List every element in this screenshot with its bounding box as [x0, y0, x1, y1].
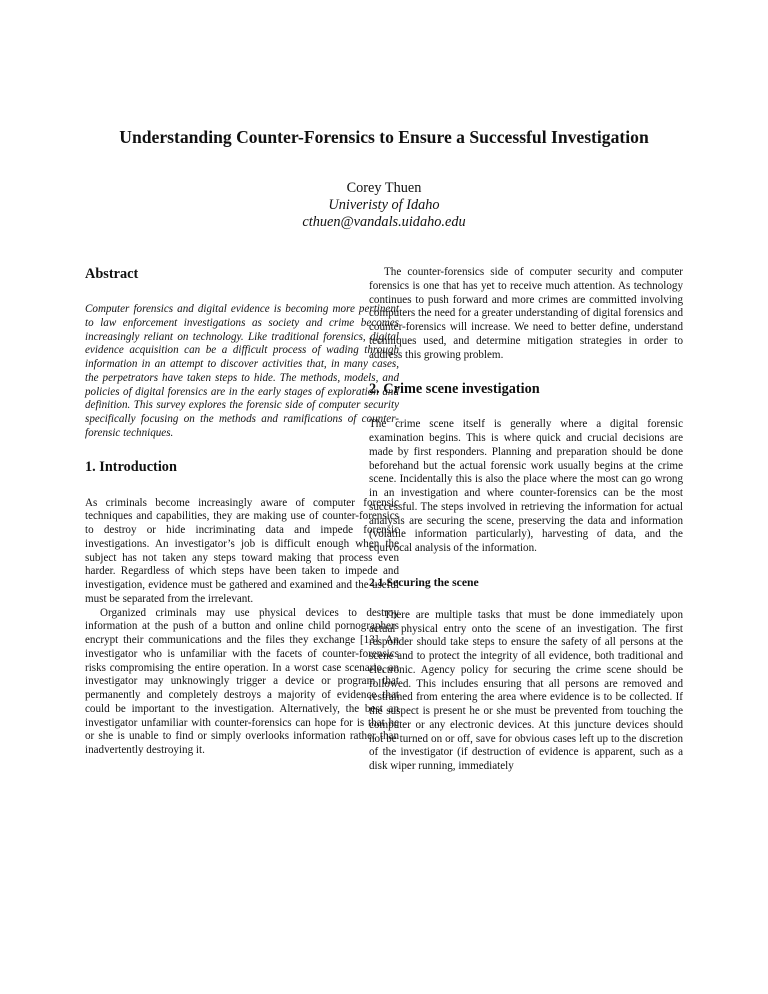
- abstract-text: Computer forensics and digital evidence is becoming more pertinent to law enforcement investigations as society and crime becomes increasingly reliant on technology. Like traditional forensics, digital evidence acquisition can be a difficult process of wading through information in an attempt to discover activities that, in many cases, the perpetrators have taken steps to hide. The methods, models, and policies of digital forensics are in the early stages of exploration and definition. This survey explores the forensic side of computer security specifically focusing on the methods and ramifications of counter-forensic techniques.: [85, 303, 399, 439]
- author-block: [0, 180, 768, 231]
- left-column: [85, 266, 399, 758]
- section-2-1-heading: 2.1 Securing the scene: [369, 575, 479, 589]
- abstract-heading: Abstract: [85, 266, 139, 282]
- introduction-paragraph-3: The counter-forensics side of computer security and computer forensics is one that has yet to receive much attention. As technology continues to push forward and more crimes are committed involving computers the need for a greater understanding of digital forensics and counter-forensics will increase. We need to better define, understand techniques used, and determine mitigation strategies in order to address this growing problem.: [369, 266, 683, 361]
- author-email: cthuen@vandals.uidaho.edu: [302, 214, 466, 230]
- author-name: Corey Thuen: [346, 180, 422, 196]
- section-2-1-paragraph-1: There are multiple tasks that must be done immediately upon actual physical entry onto the scene of an investigation. The first responder should take steps to ensure the safety of all persons at the scene and to protect the integrity of all evidence, both traditional and electronic. Agency policy for securing the crime scene should be followed. This includes ensuring that all persons are removed and restrained from entering the area where evidence is to be collected. If the suspect is present he or she must be prevented from touching the computer or any electronic devices. At this juncture devices should not be turned on or off, save for obvious cases left up to the discretion of the investigator (if destruction of evidence is apparent, such as a disk wiper running, immediately: [369, 608, 683, 772]
- author-affiliation: Univeristy of Idaho: [328, 197, 440, 213]
- introduction-heading: 1. Introduction: [85, 458, 177, 475]
- introduction-paragraph-1: As criminals become increasingly aware of computer forensic techniques and capabilities, they are making use of counter-forensics to destroy or hide incriminating data and impede forensic investigations. An investigator’s job is difficult enough when the subject has not taken any steps toward making that process even harder. Regardless of which steps have been taken to impede and investigation, evidence must be gathered and examined and the useful must be separated from the irrelevant.: [85, 496, 399, 605]
- section-2-paragraph-1: The crime scene itself is generally where a digital forensic examination begins. This is where quick and crucial decisions are made by first responders. Planning and preparation should be done beforehand but the actual forensic work usually begins at the crime scene. Incidentally this is also the place where the most can go wrong in an investigation and where counter-forensics can be the most successful. The steps involved in retrieving the information for actual analysis are securing the scene, preserving the data and information (volatile information particularly), harvesting of data, and the equivocal analysis of the information.: [369, 418, 683, 554]
- introduction-paragraph-2: Organized criminals may use physical devices to destroy information at the push of a button and online child pornographers encrypt their communications and the files they exchange [13]. An investigator who is unfamiliar with the facets of counter-forensics risks compromising the entire operation. In a worst case scenario, an investigator may unknowingly trigger a device or program that permanently and completely destroys a majority of evidence that could be important to the investigation. Alternatively, the best an investigator unfamiliar with counter-forensics can hope for is that he or she is unable to find or simply overlooks information rather than inadvertently destroying it.: [85, 606, 399, 756]
- right-column: [369, 266, 683, 774]
- section-2-heading: 2. Crime scene investigation: [369, 381, 540, 398]
- paper-title: Understanding Counter-Forensics to Ensure a Successful Investigation: [119, 127, 649, 147]
